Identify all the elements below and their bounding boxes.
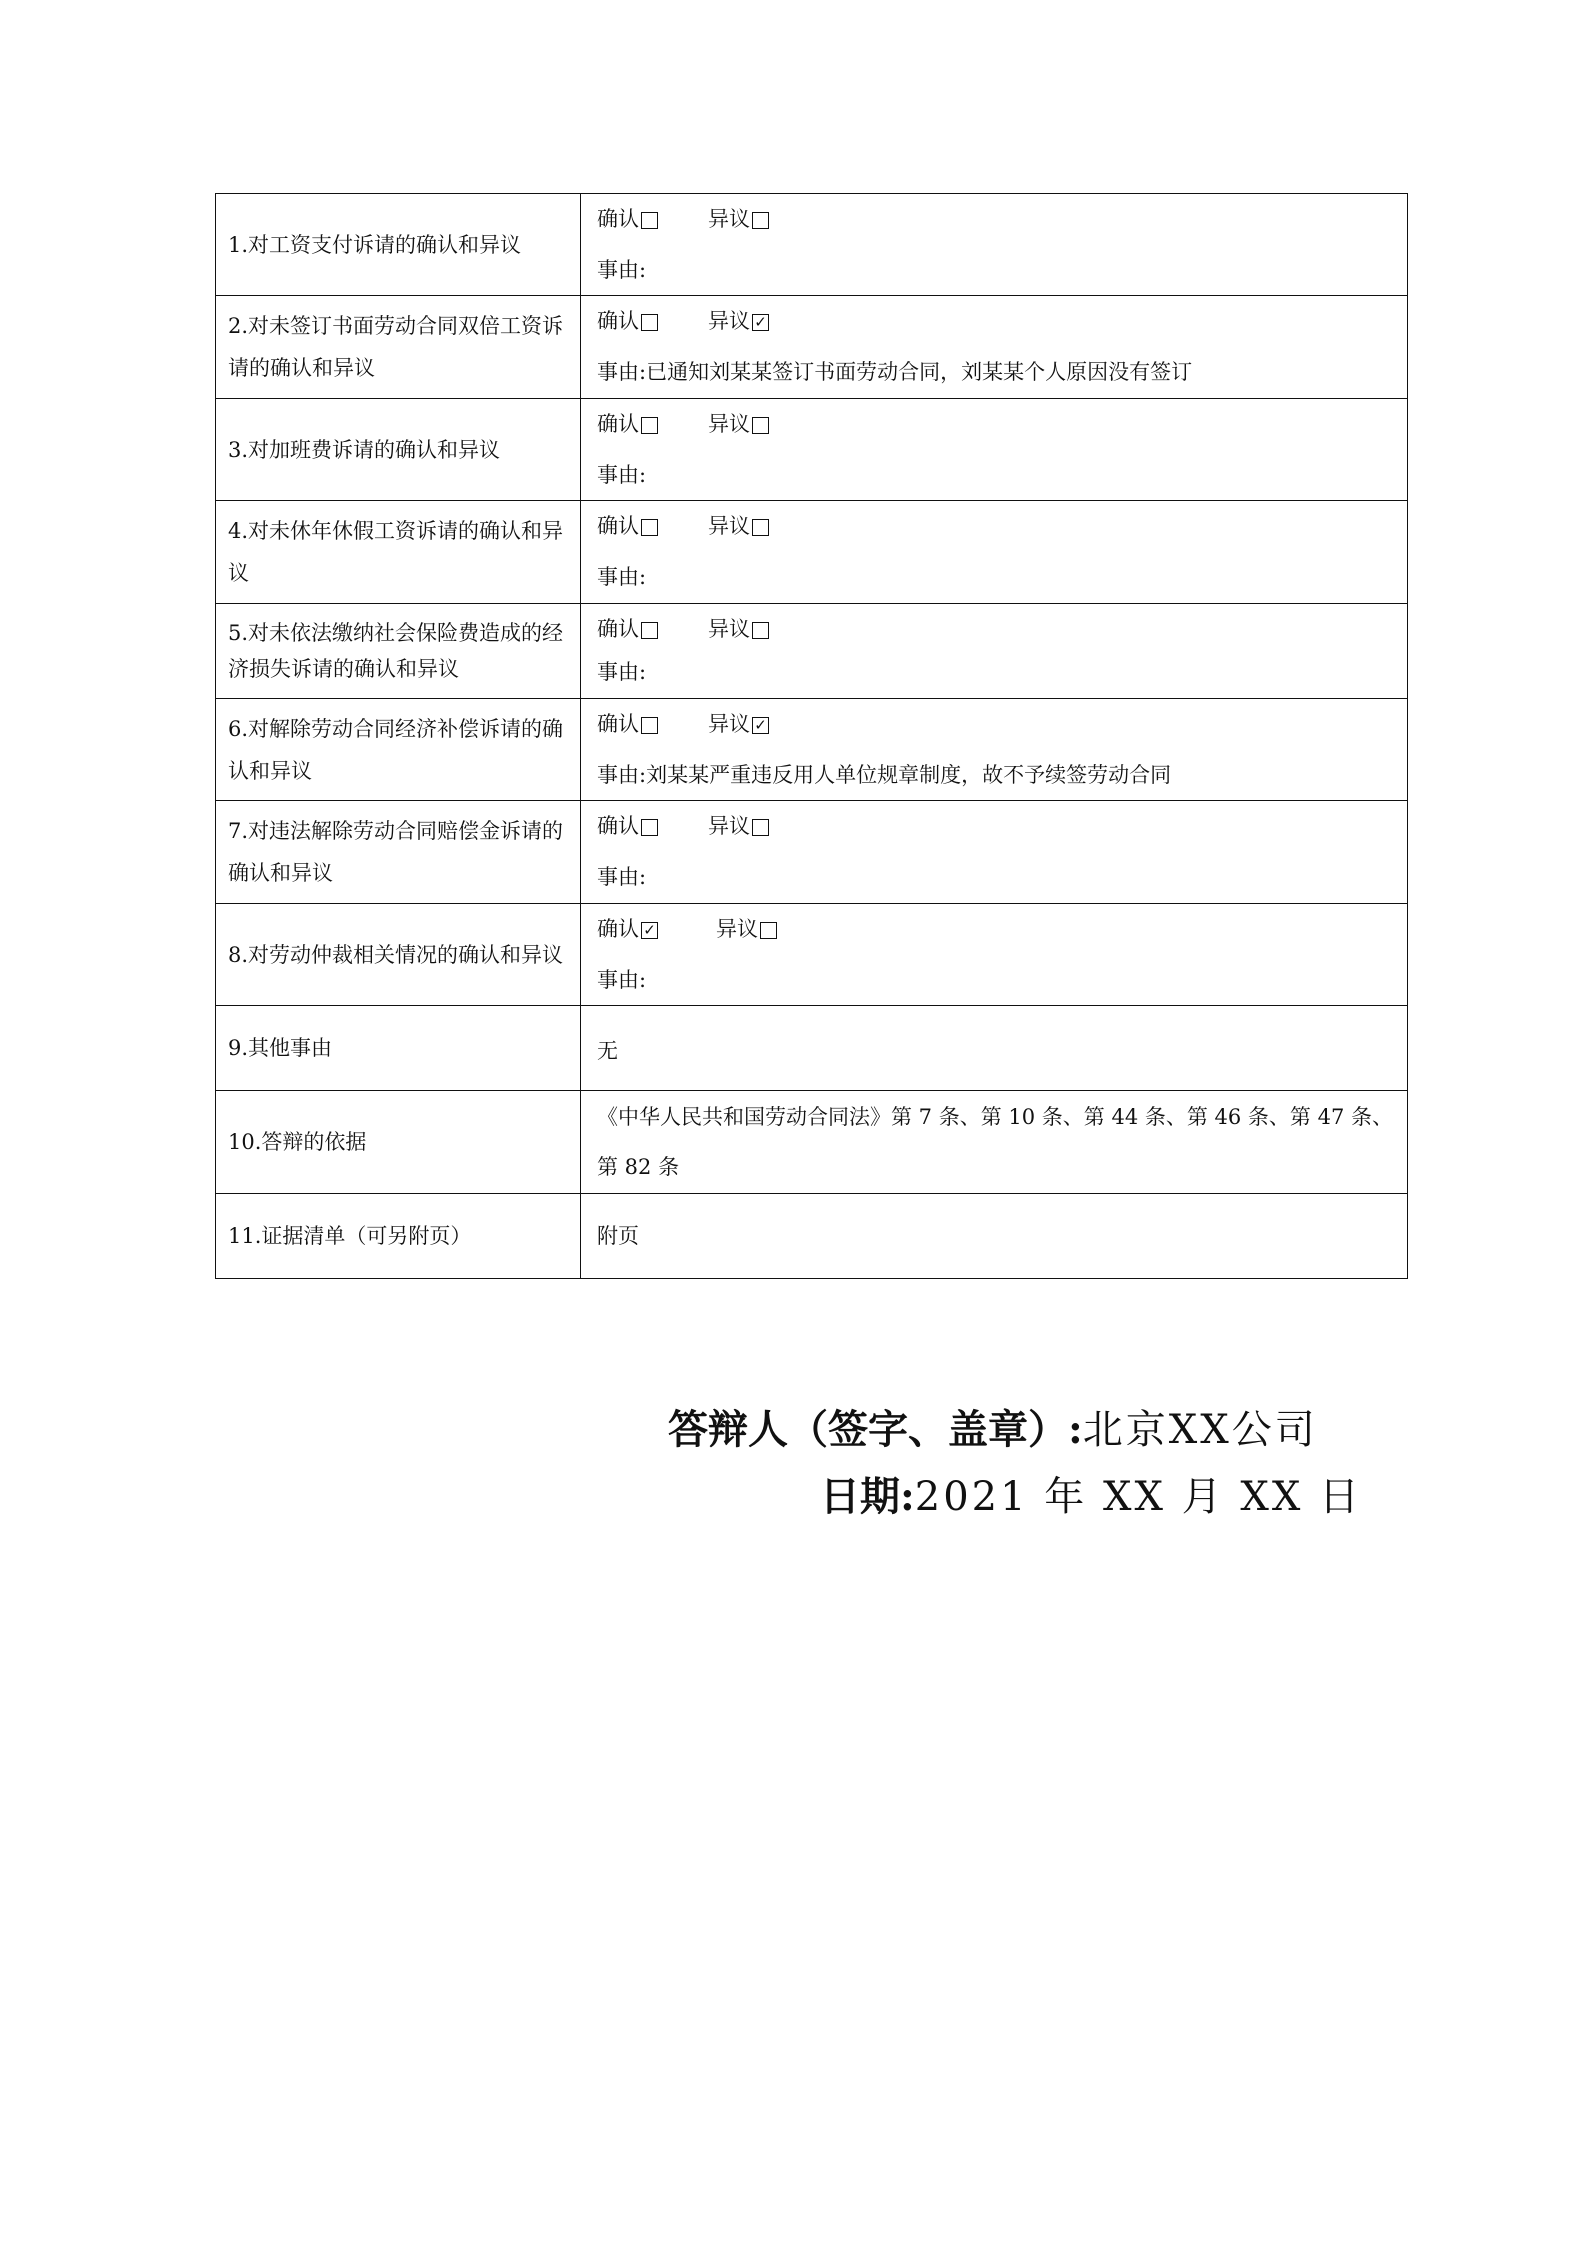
dispute-checkbox-checked[interactable]: ✓ <box>752 717 769 734</box>
choice-group <box>597 206 1399 231</box>
row-label: 8.对劳动仲裁相关情况的确认和异议 <box>228 942 564 967</box>
row-value-cell <box>581 296 1408 399</box>
dispute-option[interactable] <box>708 206 769 231</box>
row-label-cell <box>216 699 581 801</box>
confirm-option[interactable] <box>597 816 658 837</box>
other-reason-value[interactable]: 无 <box>597 1038 618 1063</box>
dispute-label: 异议 <box>708 711 750 736</box>
defense-form-table <box>215 193 1408 1279</box>
reason-label: 事由: <box>597 865 647 889</box>
confirm-checkbox-checked[interactable]: ✓ <box>641 922 658 939</box>
dispute-label: 异议 <box>716 916 758 941</box>
dispute-option[interactable] <box>708 411 769 436</box>
row-label-cell <box>216 801 581 904</box>
row-value-cell <box>581 904 1408 1006</box>
table-row <box>216 296 1408 399</box>
confirm-label: 确认 <box>597 617 639 641</box>
row-value-cell <box>581 194 1408 296</box>
confirm-option[interactable] <box>597 311 658 332</box>
confirm-label: 确认 <box>597 309 639 333</box>
table-row <box>216 399 1408 501</box>
dispute-checkbox[interactable] <box>752 212 769 229</box>
confirm-checkbox[interactable] <box>641 417 658 434</box>
table-row <box>216 1006 1408 1091</box>
choice-group <box>597 619 1399 640</box>
choice-group <box>597 711 1399 736</box>
reason-label: 事由: <box>597 360 647 384</box>
confirm-label: 确认 <box>597 206 639 231</box>
reason-line <box>597 462 1399 487</box>
confirm-label: 确认 <box>597 814 639 838</box>
row-label: 5.对未依法缴纳社会保险费造成的经济损失诉请的确认和异议 <box>228 621 564 681</box>
table-row <box>216 604 1408 699</box>
dispute-checkbox[interactable] <box>752 519 769 536</box>
evidence-list-value[interactable]: 附页 <box>597 1223 639 1248</box>
confirm-option[interactable] <box>597 516 658 537</box>
table-row <box>216 194 1408 296</box>
confirm-checkbox[interactable] <box>641 212 658 229</box>
reason-text[interactable]: 已通知刘某某签订书面劳动合同，刘某某个人原因没有签订 <box>646 360 1193 384</box>
table-row <box>216 801 1408 904</box>
confirm-checkbox[interactable] <box>641 717 658 734</box>
respondent-label: 答辩人（签字、盖章）: <box>668 1406 1083 1453</box>
choice-group <box>597 516 1399 537</box>
dispute-option[interactable] <box>708 619 769 640</box>
reason-label: 事由: <box>597 257 647 282</box>
dispute-checkbox[interactable] <box>752 819 769 836</box>
row-label-cell <box>216 501 581 604</box>
row-label-cell <box>216 1091 581 1194</box>
row-label-cell <box>216 194 581 296</box>
dispute-checkbox[interactable] <box>760 922 777 939</box>
confirm-option[interactable] <box>597 411 658 436</box>
row-value-cell <box>581 1006 1408 1091</box>
choice-group <box>597 311 1399 332</box>
confirm-option[interactable] <box>597 711 658 736</box>
dispute-label: 异议 <box>708 411 750 436</box>
choice-group <box>597 411 1399 436</box>
dispute-checkbox[interactable] <box>752 622 769 639</box>
table-row <box>216 904 1408 1006</box>
dispute-option[interactable] <box>708 311 769 332</box>
dispute-checkbox[interactable] <box>752 417 769 434</box>
row-value-cell <box>581 699 1408 801</box>
reason-label: 事由: <box>597 565 647 589</box>
reason-text[interactable]: 刘某某严重违反用人单位规章制度，故不予续签劳动合同 <box>646 762 1172 787</box>
reason-label: 事由: <box>597 967 647 992</box>
reason-line <box>597 867 1399 888</box>
row-label-cell <box>216 904 581 1006</box>
row-label: 3.对加班费诉请的确认和异议 <box>228 437 501 462</box>
row-label: 9.其他事由 <box>228 1036 333 1060</box>
date-value[interactable]: 2021 年 XX 月 XX 日 <box>914 1474 1363 1520</box>
table-row <box>216 1091 1408 1194</box>
dispute-label: 异议 <box>708 814 750 838</box>
respondent-value[interactable]: 北京XX公司 <box>1082 1407 1318 1453</box>
confirm-option[interactable] <box>597 916 658 941</box>
confirm-label: 确认 <box>597 916 639 941</box>
row-value-cell <box>581 801 1408 904</box>
dispute-option[interactable] <box>708 816 769 837</box>
dispute-checkbox-checked[interactable]: ✓ <box>752 314 769 331</box>
reason-line <box>597 362 1399 383</box>
dispute-label: 异议 <box>708 309 750 333</box>
row-value-cell <box>581 1194 1408 1279</box>
reason-line <box>597 762 1399 787</box>
dispute-option[interactable] <box>716 916 777 941</box>
table-row <box>216 1194 1408 1279</box>
row-value-cell <box>581 1091 1408 1194</box>
table-row <box>216 501 1408 604</box>
row-label-cell <box>216 399 581 501</box>
choice-group <box>597 816 1399 837</box>
row-label-cell <box>216 1006 581 1091</box>
row-label: 10.答辩的依据 <box>228 1130 367 1154</box>
confirm-option[interactable] <box>597 206 658 231</box>
row-label: 2.对未签订书面劳动合同双倍工资诉请的确认和异议 <box>228 314 564 380</box>
dispute-label: 异议 <box>708 206 750 231</box>
defense-basis-value[interactable]: 《中华人民共和国劳动合同法》第 7 条、第 10 条、第 44 条、第 46 条、第 47 条、第 82 条 <box>597 1105 1393 1179</box>
confirm-label: 确认 <box>597 711 639 736</box>
confirm-checkbox[interactable] <box>641 622 658 639</box>
confirm-checkbox[interactable] <box>641 819 658 836</box>
confirm-label: 确认 <box>597 411 639 436</box>
dispute-option[interactable] <box>708 516 769 537</box>
choice-group <box>597 916 1399 941</box>
row-value-cell <box>581 604 1408 699</box>
date-label: 日期: <box>820 1473 915 1520</box>
row-label: 6.对解除劳动合同经济补偿诉请的确认和异议 <box>228 716 564 783</box>
row-value-cell <box>581 501 1408 604</box>
reason-line <box>597 567 1399 588</box>
row-label-cell <box>216 604 581 699</box>
confirm-option[interactable] <box>597 619 658 640</box>
row-label-cell <box>216 296 581 399</box>
reason-label: 事由: <box>597 660 647 684</box>
respondent-signature-line <box>668 1398 1318 1455</box>
date-line <box>820 1465 1362 1522</box>
row-label: 7.对违法解除劳动合同赔偿金诉请的确认和异议 <box>228 819 564 885</box>
row-label: 1.对工资支付诉请的确认和异议 <box>228 232 522 257</box>
reason-line <box>597 662 1399 683</box>
dispute-label: 异议 <box>708 617 750 641</box>
row-label: 11.证据清单（可另附页） <box>228 1224 472 1248</box>
confirm-checkbox[interactable] <box>641 519 658 536</box>
row-label-cell <box>216 1194 581 1279</box>
confirm-checkbox[interactable] <box>641 314 658 331</box>
confirm-label: 确认 <box>597 514 639 538</box>
reason-line <box>597 967 1399 992</box>
dispute-option[interactable] <box>708 711 769 736</box>
row-label: 4.对未休年休假工资诉请的确认和异议 <box>228 519 564 585</box>
reason-line <box>597 257 1399 282</box>
row-value-cell <box>581 399 1408 501</box>
table-row <box>216 699 1408 801</box>
reason-label: 事由: <box>597 762 647 787</box>
reason-label: 事由: <box>597 462 647 487</box>
dispute-label: 异议 <box>708 514 750 538</box>
